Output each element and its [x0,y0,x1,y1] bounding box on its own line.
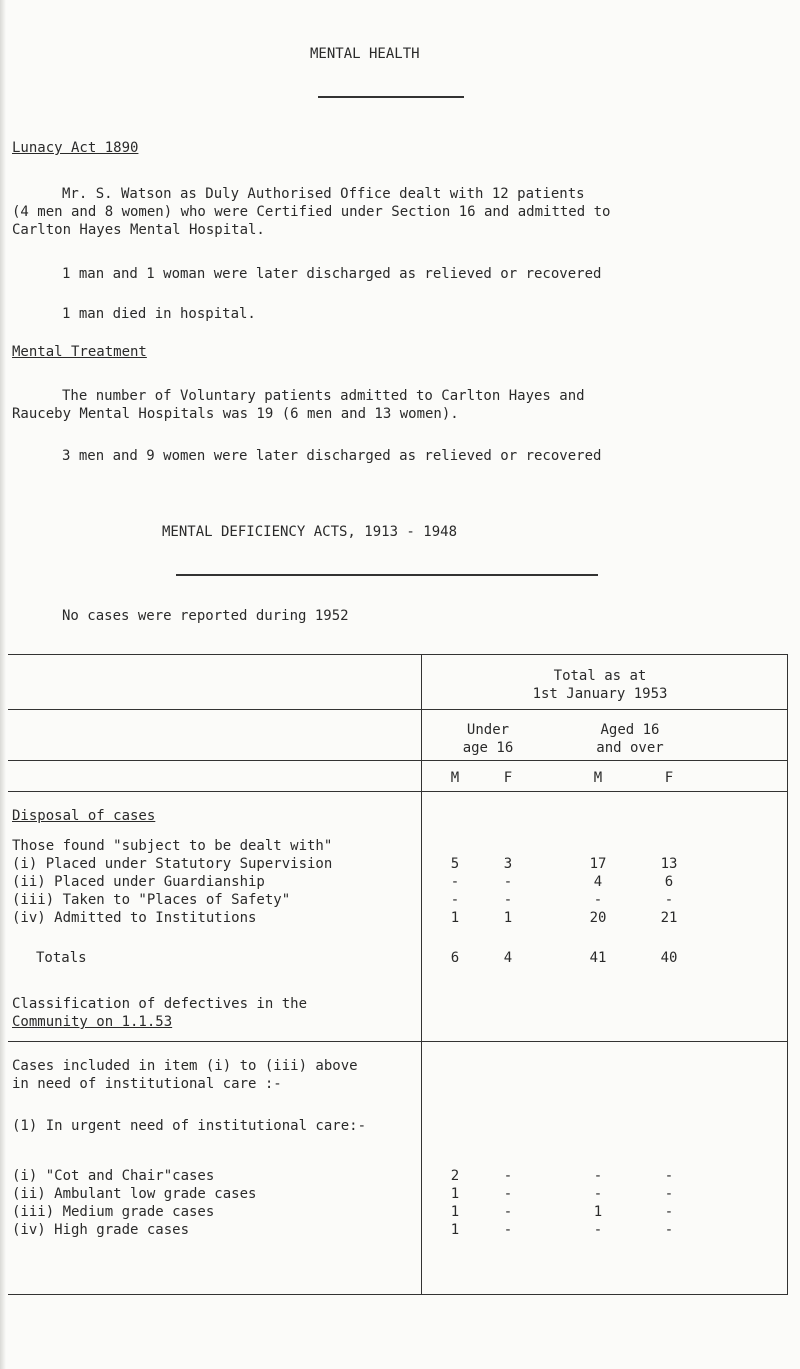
classification-heading-line1: Classification of defectives in the [12,996,308,1012]
cell: 17 [589,856,607,872]
deficiency-rule [176,574,598,576]
header-total-line1: Total as at [553,668,647,684]
cell: 1 [503,910,513,926]
cell: - [503,1204,513,1220]
table-rule-4 [8,1041,788,1042]
col-header-f-aged: F [664,770,674,786]
table-bottom-rule [8,1294,788,1295]
treatment-para1-line1: The number of Voluntary patients admitted to Carlton Hayes and [62,388,585,404]
classification-heading-line2: Community on 1.1.53 [12,1014,173,1030]
cell: 1 [450,1186,460,1202]
table-rule-1 [8,709,788,710]
cell: - [664,1186,674,1202]
page-title: MENTAL HEALTH [310,46,420,62]
lunacy-para1-line1: Mr. S. Watson as Duly Authorised Office dealt with 12 patients [62,186,585,202]
urgent-label: (1) In urgent need of institutional care:- [12,1118,367,1134]
deficiency-heading: MENTAL DEFICIENCY ACTS, 1913 - 1948 [162,524,458,540]
disposal-intro: Those found "subject to be dealt with" [12,838,333,854]
cell: 6 [450,950,460,966]
lunacy-para2: 1 man and 1 woman were later discharged as relieved or recovered [62,266,602,282]
deficiency-note: No cases were reported during 1952 [62,608,349,624]
cases-line2: in need of institutional care :- [12,1076,282,1092]
header-total-line2: 1st January 1953 [532,686,668,702]
cell: 20 [589,910,607,926]
header-aged-line1: Aged 16 [600,722,660,738]
cell: 4 [503,950,513,966]
cell: - [503,892,513,908]
cell: 1 [450,910,460,926]
table-rule-2 [8,760,788,761]
cell: - [503,1168,513,1184]
cell: 1 [450,1204,460,1220]
cell: 40 [660,950,678,966]
cell: - [664,1204,674,1220]
cell: - [593,1168,603,1184]
cell: 1 [593,1204,603,1220]
cell: - [503,874,513,890]
title-rule [318,96,464,98]
lunacy-para3: 1 man died in hospital. [62,306,256,322]
col-header-m-aged: M [593,770,603,786]
row-label: (i) "Cot and Chair"cases [12,1168,215,1184]
header-under-line2: age 16 [462,740,514,756]
cell: - [450,892,460,908]
row-label: (ii) Placed under Guardianship [12,874,265,890]
cell: - [664,892,674,908]
cell: 2 [450,1168,460,1184]
cell: - [593,1186,603,1202]
lunacy-para1-line2: (4 men and 8 women) who were Certified under Section 16 and admitted to [12,204,611,220]
table-right-border [787,654,788,1295]
lunacy-para1-line3: Carlton Hayes Mental Hospital. [12,222,265,238]
treatment-heading: Mental Treatment [12,344,147,360]
cell: - [664,1168,674,1184]
cell: 4 [593,874,603,890]
table-rule-3 [8,791,788,792]
lunacy-heading: Lunacy Act 1890 [12,140,139,156]
cell: 41 [589,950,607,966]
table-top-rule [8,654,788,655]
col-header-f-under: F [503,770,513,786]
table-column-divider [421,654,422,1295]
cell: - [664,1222,674,1238]
cell: 13 [660,856,678,872]
row-label: (iii) Taken to "Places of Safety" [12,892,291,908]
disposal-heading: Disposal of cases [12,808,156,824]
cell: - [593,892,603,908]
cell: 3 [503,856,513,872]
cell: 5 [450,856,460,872]
cell: - [503,1186,513,1202]
row-label: (iv) High grade cases [12,1222,190,1238]
cell: - [593,1222,603,1238]
page-edge-shadow [0,0,6,1369]
row-label: (iv) Admitted to Institutions [12,910,257,926]
cell: 21 [660,910,678,926]
cell: 1 [450,1222,460,1238]
cell: - [503,1222,513,1238]
row-label: (iii) Medium grade cases [12,1204,215,1220]
row-label: (i) Placed under Statutory Supervision [12,856,333,872]
totals-label: Totals [36,950,87,966]
col-header-m-under: M [450,770,460,786]
row-label: (ii) Ambulant low grade cases [12,1186,257,1202]
treatment-para1-line2: Rauceby Mental Hospitals was 19 (6 men and 13 women). [12,406,459,422]
treatment-para2: 3 men and 9 women were later discharged as relieved or recovered [62,448,602,464]
cell: 6 [664,874,674,890]
cases-line1: Cases included in item (i) to (iii) above [12,1058,358,1074]
cell: - [450,874,460,890]
header-aged-line2: and over [596,740,664,756]
header-under-line1: Under [466,722,510,738]
